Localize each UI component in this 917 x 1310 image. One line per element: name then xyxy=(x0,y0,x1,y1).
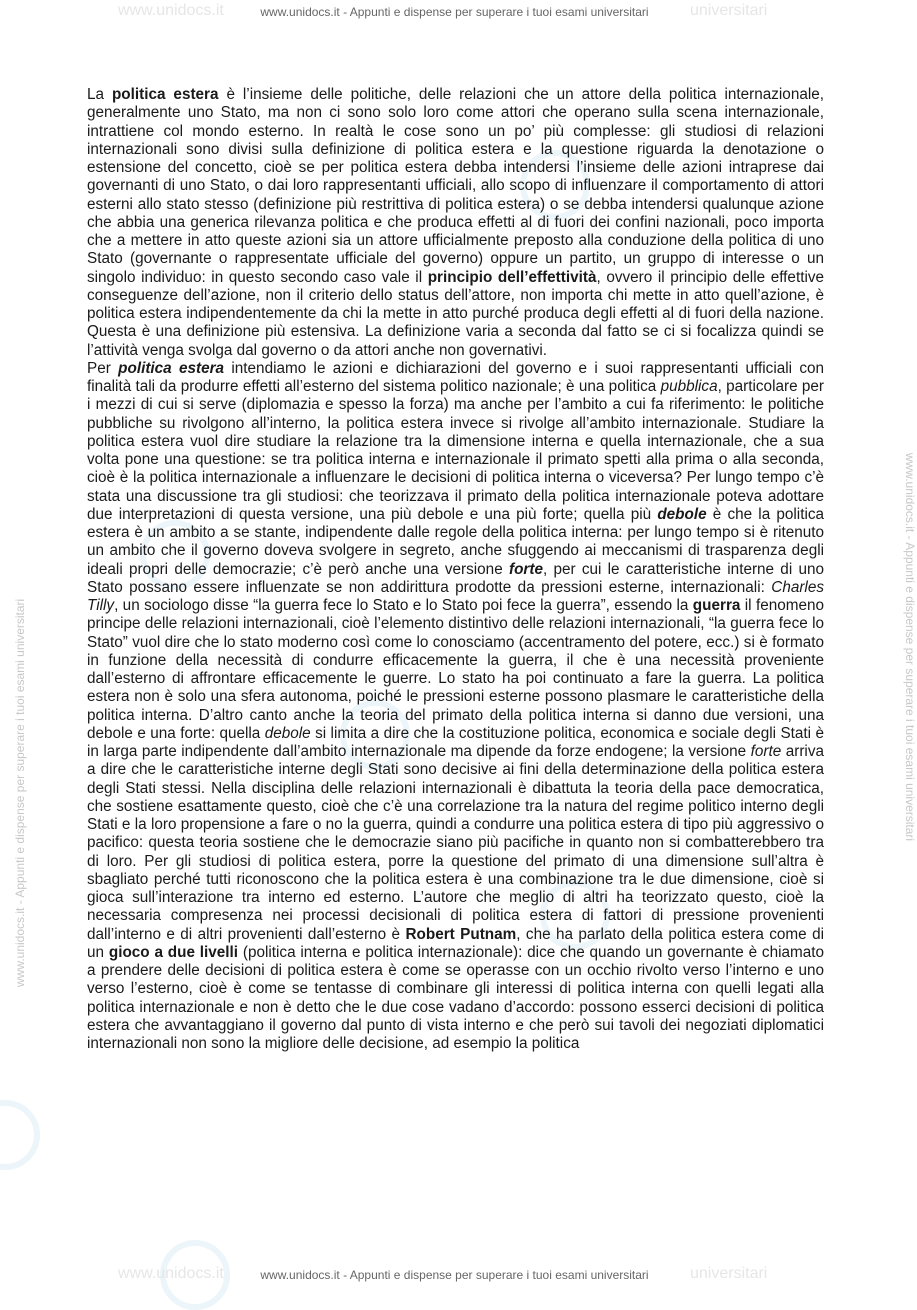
side-watermark-right: www.unidocs.it - Appunti e dispense per superare i tuoi esami universitari xyxy=(903,452,917,842)
paragraph-1: La politica estera è l’insieme delle politiche, delle relazioni che un attore della politica internazionale, generalmente uno Stato, ma non ci sono solo loro come attori che operano sulla scena internazionale, intrattiene col mondo esterno. In realtà le cose sono un po’ più complesse: gli studiosi di relazioni internazionali sono divisi sulla definizione di politica estera e la questione riguarda la denotazione o estensione del concetto, cioè se per politica estera debba intendersi l’insieme delle azioni intraprese dai governanti di uno Stato, o dai loro rappresentanti ufficiali, allo scopo di influenzare il comportamento di attori esterni allo stato stesso (definizione più restrittiva di politica estera) o se debba intendersi qualunque azione che abbia una generica rilevanza politica e che produca effetti al di fuori dei confini nazionali, poco importa che a mettere in atto queste azioni sia un attore ufficialmente preposto alla conduzione della politica di uno Stato (governante o rappresentate ufficiale del governo) oppure un partito, un gruppo di interesse o un singolo individuo: in questo secondo caso vale il principio dell’effettività, ovvero il principio delle effettive conseguenze dell’azione, non il criterio dello status dell’attore, non importa chi mette in atto quell’azione, è politica estera indipendentemente da chi la mette in atto purché produca degli effetti al di fuori della nazione. Questa è una definizione più estensiva. La definizione varia a seconda dal fatto se ci si focalizza quindi se l’attività venga svolga dal governo o da attori anche non governativi. xyxy=(87,86,824,359)
term-debole-interna: debole xyxy=(264,724,311,742)
page-header[interactable]: www.unidocs.it - Appunti e dispense per superare i tuoi esami universitari xyxy=(260,5,649,19)
term-forte: forte xyxy=(508,560,543,578)
term-gioco-due-livelli: gioco a due livelli xyxy=(108,943,239,961)
term-guerra: guerra xyxy=(692,597,741,614)
term-pubblica: pubblica xyxy=(660,378,718,395)
footer-ghost-right: universitari xyxy=(690,1265,768,1282)
term-politica-estera: politica estera xyxy=(111,86,219,103)
term-forte-interna: forte xyxy=(750,743,782,760)
term-politica-estera-definition: politica estera xyxy=(118,359,225,377)
paragraph-2: Per politica estera intendiamo le azioni e dichiarazioni del governo e i suoi rappresentanti ufficiali con finalità tali da produrre effetti all’esterno del sistema politico nazionale; è una politica pubblica, particolare per i mezzi di cui si serve (diplomazia e spesso la forza) ma anche per l’ambito a cui fa riferimento: le politiche pubbliche su rivolgono all’interno, la politica estera invece si rivolge all’ambito internazionale. Studiare la politica estera vuol dire studiare la relazione tra la dimensione interna e quella internazionale, che a sua volta pone una questione: se tra politica interna e internazionale il primato spetti alla prima o alla seconda, cioè è la politica internazionale a influenzare le decisioni di politica interna o viceversa? Per lungo tempo c’è stata una discussione tra gli studiosi: che teorizzava il primato della politica internazionale poteva adottare due interpretazioni di questa versione, una più debole e una più forte; quella più debole è che la politica estera è un ambito a se stante, indipendente dalle regole della politica interna: per lungo tempo si è ritenuto un ambito che il governo doveva svolgere in segreto, anche sfuggendo ai meccanismi di trasparenza degli ideali propri delle democrazie; c’è però anche una versione forte, per cui le caratteristiche interne di uno Stato possano essere influenzate se non addirittura prodotte da pressioni esterne, internazionali: Charles Tilly, un sociologo disse “la guerra fece lo Stato e lo Stato poi fece la guerra”, essendo la guerra il fenomeno principe delle relazioni internazionali, cioè l’elemento distintivo delle relazioni internazionali, “la guerra fece lo Stato” vuol dire che lo stato moderno così come lo conosciamo (accentramento del potere, ecc.) si è formato in funzione della necessità di condurre efficacemente la guerra, il che è una necessità proveniente dall’esterno di affrontare efficacemente le guerre. Lo stato ha poi continuato a fare la guerra. La politica estera non è solo una sfera autonoma, poiché le pressioni esterne possono plasmare le caratteristiche della politica interna. D’altro canto anche la teoria del primato della politica interna si danno due versioni, una debole e una forte: quella debole si limita a dire che la costituzione politica, economica e sociale degli Stati è in larga parte indipendente dall’ambito internazionale ma dipende da forze endogene; la versione forte arriva a dire che le caratteristiche interne degli Stati sono decisive ai fini della determinazione della politica estera degli Stati stessi. Nella disciplina delle relazioni internazionali è dibattuta la teoria della pace democratica, che sostiene esattamente questo, cioè che c’è una correlazione tra la natura del regime politico interno degli Stati e la loro propensione a fare o no la guerra, quindi a condurre una politica estera di tipo più aggressivo o pacifico: questa teoria sostiene che le democrazie siano più pacifiche in quanto non si combatterebbero tra di loro. Per gli studiosi di politica estera, porre la questione del primato di una dimensione sull’altra è sbagliato perché tutti riconoscono che la politica estera è una combinazione tra le due dimensione, cioè si gioca sull’interazione tra interno ed esterno. L’autore che meglio di altri ha teorizzato questo, cioè la necessaria compresenza nei processi decisionali di politica estera di fattori di pressione provenienti dall’interno e di altri provenienti dall’esterno è Robert Putnam, che ha parlato della politica estera come di un gioco a due livelli (politica interna e politica internazionale): dice che quando un governante è chiamato a prendere delle decisioni di politica estera è come se operasse con un occhio rivolto verso l’interno e uno verso l’esterno, cioè è come se tentasse di combinare gli interessi di politica interna con quelli legati alla politica internazionale e non è detto che le due cose vadano d’accordo: possono esserci decisioni di politica estera che avvantaggiano il governo dal punto di vista interno e che però sui tavoli dei negoziati diplomatici internazionali non sono la migliore delle decisione, ad esempio la politica xyxy=(87,359,825,1052)
name-robert-putnam: Robert Putnam xyxy=(405,925,517,943)
watermark-logo-icon xyxy=(0,1100,40,1170)
term-principio-effettivita: principio dell’effettività xyxy=(427,268,597,286)
header-ghost-right: universitari xyxy=(690,2,768,19)
document-body xyxy=(87,86,824,1053)
footer-ghost-left: www.unidocs.it xyxy=(118,1265,224,1282)
name-charles-tilly: Charles Tilly xyxy=(87,578,824,614)
side-watermark-left: www.unidocs.it - Appunti e dispense per superare i tuoi esami universitari xyxy=(13,598,27,987)
header-ghost-left: www.unidocs.it xyxy=(118,2,224,19)
page-footer[interactable]: www.unidocs.it - Appunti e dispense per superare i tuoi esami universitari xyxy=(260,1268,649,1282)
term-debole: debole xyxy=(657,505,707,523)
